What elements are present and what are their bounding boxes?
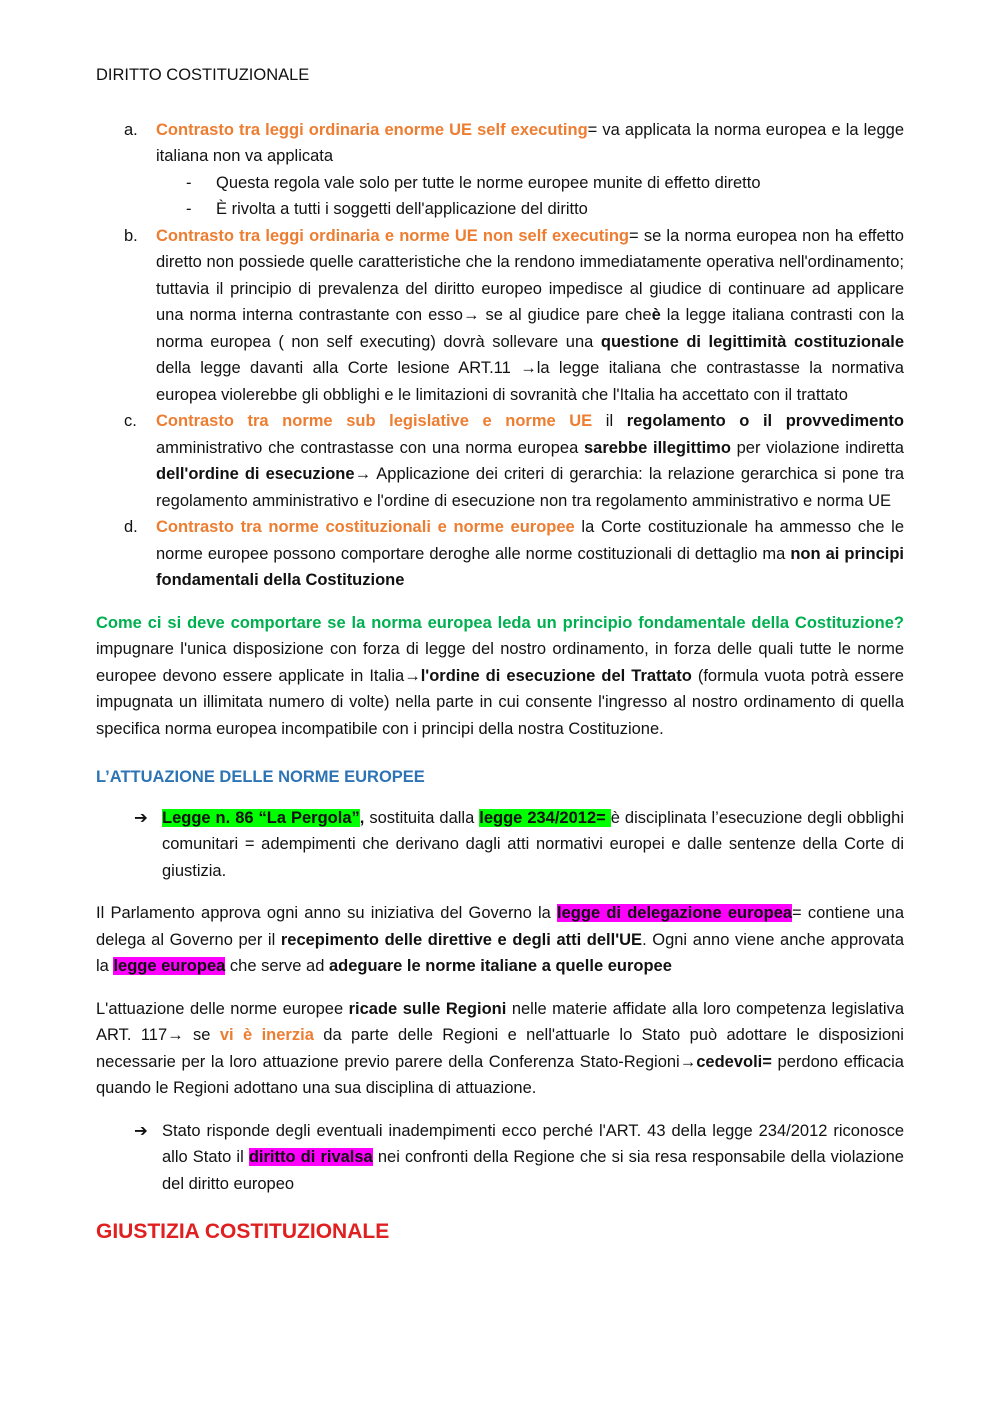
list-item-d — [96, 514, 904, 594]
contrasts-list — [96, 117, 904, 594]
paragraph-text: = contiene una delega al Governo per il — [96, 904, 905, 949]
item-title: Contrasto tra leggi ordinaria enorme UE self executing — [156, 120, 588, 139]
bold-phrase: regolamento o il provvedimento — [626, 412, 904, 430]
arrow-bullet-icon: ➔ — [134, 808, 148, 827]
arrow-bullet — [96, 805, 904, 885]
highlight-magenta: diritto di rivalsa — [248, 1148, 373, 1166]
orange-phrase: vi è inerzia — [219, 1026, 314, 1044]
arrow-icon: → — [679, 1052, 697, 1071]
item-title: Contrasto tra norme costituzionali e norme europee — [156, 518, 575, 536]
bold-phrase: adeguare le norme italiane a quelle europee — [328, 957, 672, 975]
paragraph-text: Stato risponde degli eventuali inadempimenti ecco perché l'ART. 43 della legge 234/2012 riconosce allo Stato il — [162, 1121, 904, 1166]
item-title: Contrasto tra norme sub legislative e norme UE — [156, 412, 593, 430]
list-marker: a. — [124, 120, 138, 139]
paragraph-text: Il Parlamento approva ogni anno su iniziativa del Governo la — [96, 904, 558, 922]
list-item-b — [96, 223, 904, 409]
arrow-icon: → — [462, 306, 480, 324]
item-text: per violazione indiretta — [730, 438, 904, 457]
paragraph-text: è disciplinata l’esecuzione degli obblighi comunitari = adempimenti che derivano dagli atti normativi europei e dalle sentenze della Corte di giustizia. — [162, 808, 904, 880]
arrow-list — [96, 1118, 904, 1198]
paragraph-text: nelle materie affidate alla loro competenza legislativa ART. 117 — [96, 999, 904, 1044]
paragraph-text: da parte delle Regioni e nell'attuarle lo Stato può adottare le disposizioni necessarie per la loro attuazione previo parere della Conferenza Stato-Regioni — [96, 1026, 904, 1071]
item-text: la Corte costituzionale ha ammesso che le norme europee possono comportare deroghe alle norme costituzionali di dettaglio ma — [156, 518, 905, 563]
bold-phrase: cedevoli= — [696, 1052, 772, 1071]
paragraph-text: . Ogni anno viene anche approvata la — [96, 930, 904, 975]
item-text: la legge italiana contrasti con la norma europea ( non self executing) dovrà sollevare una — [156, 306, 904, 351]
sub-list — [156, 170, 904, 223]
paragraph-text: , — [359, 808, 365, 827]
paragraph-text: L'attuazione delle norme europee — [96, 999, 349, 1018]
highlight-green: Legge n. 86 “La Pergola” — [162, 808, 360, 827]
paragraph-text: se — [183, 1026, 220, 1044]
highlight-magenta: legge di delegazione europea — [557, 904, 793, 922]
item-title: Contrasto tra leggi ordinaria e norme UE non self executing — [156, 226, 629, 245]
dash-marker: - — [186, 200, 192, 218]
list-marker: b. — [124, 226, 138, 245]
paragraph-text: sostituita dalla — [364, 808, 480, 827]
highlight-magenta: legge europea — [113, 957, 226, 975]
arrow-bullet — [96, 1118, 904, 1198]
item-text: della legge davanti alla Corte lesione ART.11 — [156, 359, 521, 377]
list-item-a — [96, 117, 904, 223]
item-text: il — [592, 412, 627, 430]
paragraph-parlamento — [96, 900, 904, 980]
green-question: Come ci si deve comportare se la norma europea leda un principio fondamentale della Costituzione? — [96, 613, 904, 632]
arrow-icon: → — [520, 359, 537, 377]
bold-phrase: dell'ordine di esecuzione — [156, 465, 355, 483]
arrow-icon: → — [354, 465, 372, 483]
arrow-bullet-icon: ➔ — [134, 1121, 148, 1140]
dash-marker: - — [186, 173, 192, 192]
paragraph-text: perdono efficacia quando le Regioni adottano una sua disciplina di attuazione. — [96, 1052, 904, 1097]
paragraph-principle — [96, 610, 904, 743]
item-text: amministrativo che contrastasse con una norma europea — [156, 438, 584, 457]
paragraph-regioni — [96, 996, 904, 1102]
bold-phrase: l'ordine di esecuzione del Trattato — [420, 666, 692, 685]
arrow-icon: → — [404, 666, 421, 685]
paragraph-text: nei confronti della Regione che si sia resa responsabile della violazione del diritto europeo — [162, 1148, 904, 1193]
item-text: la legge italiana che contrastasse la normativa europea violerebbe gli obblighi e le limitazioni di sovranità che l'Italia ha accettato con il trattato — [156, 359, 904, 404]
item-text: Applicazione dei criteri di gerarchia: la relazione gerarchica si pone tra regolamento amministrativo e l'ordine di esecuzione non tra regolamento amministrativo e norma UE — [156, 465, 905, 510]
item-text: = va applicata la norma europea e la legge italiana non va applicata — [156, 120, 904, 165]
list-marker: d. — [124, 518, 138, 536]
arrow-icon: → — [167, 1026, 184, 1044]
item-text: è — [651, 306, 661, 324]
list-item-c — [96, 408, 904, 514]
bold-phrase: ricade sulle Regioni — [348, 999, 507, 1018]
arrow-list — [96, 805, 904, 885]
sub-item — [156, 196, 904, 223]
bold-phrase: questione di legittimità costituzionale — [600, 332, 905, 351]
paragraph-text: che serve ad — [225, 957, 329, 975]
section-heading-giustizia: GIUSTIZIA COSTITUZIONALE — [96, 1220, 390, 1243]
highlight-green: legge 234/2012= — [479, 808, 611, 827]
page-header: DIRITTO COSTITUZIONALE — [96, 66, 310, 84]
paragraph-text: impugnare l'unica disposizione con forza di legge del nostro ordinamento, in forza delle quali tutte le norme europee devono essere applicate in Italia — [96, 640, 904, 685]
list-marker: c. — [124, 412, 137, 430]
bold-phrase: recepimento delle direttive e degli atti dell'UE — [280, 930, 643, 949]
bold-phrase: sarebbe illegittimo — [583, 438, 731, 457]
item-text: se al giudice pare che — [479, 306, 652, 324]
sub-item — [156, 170, 904, 197]
paragraph-text: (formula vuota potrà essere impugnata un illimitata numero di volte) nella parte in cui consente l'ingresso al nostro ordinamento di quella specifica norma europea incompatibile con i principi della nostra Costituzione. — [96, 666, 904, 738]
bold-phrase: non ai principi fondamentali della Costituzione — [156, 544, 904, 589]
sub-item-text: Questa regola vale solo per tutte le norme europee munite di effetto diretto — [216, 173, 761, 192]
sub-item-text: È rivolta a tutti i soggetti dell'applicazione del diritto — [216, 200, 588, 218]
section-heading-attuazione: L’ATTUAZIONE DELLE NORME EUROPEE — [96, 768, 425, 786]
item-text: = se la norma europea non ha effetto diretto non possiede quelle caratteristiche che la rendono immediatamente operativa nell'ordinamento; tuttavia il principio di prevalenza del diritto europeo impedisce al giudice di continuare ad applicare una norma interna contrastante con esso — [156, 226, 904, 324]
